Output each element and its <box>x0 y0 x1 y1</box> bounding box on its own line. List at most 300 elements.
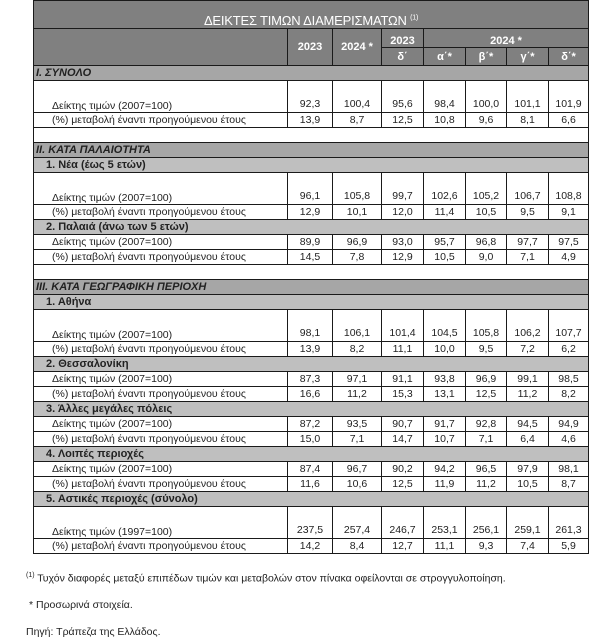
value-cell <box>549 432 589 447</box>
value-cell <box>288 81 333 113</box>
value-text: 101,9 <box>555 98 582 110</box>
value-cell <box>288 113 333 128</box>
value-text: 97,9 <box>517 463 538 475</box>
value-cell <box>424 372 466 387</box>
value-cell <box>507 432 549 447</box>
value-text: 97,5 <box>558 236 579 248</box>
value-cell <box>333 81 382 113</box>
value-text: 256,1 <box>472 524 500 536</box>
value-text: 92,8 <box>475 418 497 430</box>
section-title: I. ΣΥΝΟΛΟ <box>34 66 589 81</box>
value-text: 100,4 <box>343 98 371 110</box>
header-label-column <box>34 29 288 66</box>
row-label: (%) μεταβολή έναντι προηγούμενου έτους <box>34 113 288 128</box>
value-cell <box>288 342 333 357</box>
value-cell <box>507 342 549 357</box>
value-cell <box>382 342 424 357</box>
subsection-title: 1. Νέα (έως 5 ετών) <box>34 158 589 173</box>
value-cell <box>466 81 507 113</box>
value-cell <box>466 372 507 387</box>
value-cell <box>424 81 466 113</box>
value-text: 6,6 <box>561 114 576 126</box>
value-text: 246,7 <box>389 524 416 536</box>
value-text: 104,5 <box>431 327 458 339</box>
value-text: 10,7 <box>434 433 455 445</box>
value-text: 106,1 <box>343 327 371 339</box>
value-cell <box>507 81 549 113</box>
value-cell <box>382 250 424 265</box>
row-label: Δείκτης τιμών (2007=100) <box>34 372 288 387</box>
value-text: 6,4 <box>520 433 535 445</box>
value-cell <box>333 310 382 342</box>
value-cell <box>424 250 466 265</box>
value-text: 91,7 <box>434 418 455 430</box>
spacer-cell <box>34 265 589 280</box>
subsection-header-row <box>34 492 589 507</box>
value-text: 16,6 <box>299 388 321 400</box>
value-cell <box>333 173 382 205</box>
spacer-row <box>34 265 589 280</box>
value-cell <box>382 205 424 220</box>
value-cell <box>424 310 466 342</box>
value-cell <box>549 417 589 432</box>
value-cell <box>549 462 589 477</box>
value-text: 95,7 <box>434 236 455 248</box>
value-cell <box>549 507 589 539</box>
subsection-header-row <box>34 295 589 310</box>
header-q4-2024: δ΄* <box>549 48 589 66</box>
value-cell <box>333 113 382 128</box>
value-cell <box>466 387 507 402</box>
value-cell <box>466 250 507 265</box>
value-cell <box>507 205 549 220</box>
value-text: 12,5 <box>392 478 413 490</box>
change-row <box>34 539 589 554</box>
value-text: 7,1 <box>349 433 365 445</box>
row-label: (%) μεταβολή έναντι προηγούμενου έτους <box>34 250 288 265</box>
value-text: 9,5 <box>520 206 535 218</box>
value-cell <box>288 539 333 554</box>
value-cell <box>333 539 382 554</box>
value-cell <box>507 310 549 342</box>
value-cell <box>382 310 424 342</box>
value-cell <box>288 250 333 265</box>
value-cell <box>466 432 507 447</box>
value-cell <box>333 417 382 432</box>
row-label: Δείκτης τιμών (2007=100) <box>34 235 288 250</box>
value-text: 94,9 <box>558 418 579 430</box>
value-cell <box>424 113 466 128</box>
value-text: 12,9 <box>299 206 321 218</box>
value-cell <box>382 173 424 205</box>
title-text: ΔΕΙΚΤΕΣ ΤΙΜΩΝ ΔΙΑΜΕΡΙΣΜΑΤΩΝ <box>203 13 407 28</box>
value-cell <box>466 539 507 554</box>
value-cell <box>466 462 507 477</box>
value-cell <box>466 417 507 432</box>
value-cell <box>424 507 466 539</box>
value-text: 4,6 <box>561 433 576 445</box>
row-label: (%) μεταβολή έναντι προηγούμενου έτους <box>34 205 288 220</box>
subsection-title: 4. Λοιπές περιοχές <box>34 447 589 462</box>
value-text: 98,5 <box>558 373 579 385</box>
spacer-row <box>34 128 589 143</box>
value-text: 9,5 <box>478 343 494 355</box>
value-cell <box>382 372 424 387</box>
value-cell <box>549 81 589 113</box>
value-text: 15,0 <box>299 433 321 445</box>
change-row <box>34 387 589 402</box>
subsection-header-row <box>34 402 589 417</box>
value-cell <box>288 235 333 250</box>
section-header-row <box>34 66 589 81</box>
index-row <box>34 173 589 205</box>
value-text: 9,0 <box>478 251 494 263</box>
value-cell <box>424 235 466 250</box>
header-quarter-year-2023: 2023 <box>382 29 424 48</box>
index-row <box>34 462 589 477</box>
section-header-row <box>34 280 589 295</box>
value-cell <box>466 507 507 539</box>
value-cell <box>424 387 466 402</box>
value-text: 10,5 <box>517 478 538 490</box>
value-cell <box>507 462 549 477</box>
value-cell <box>288 310 333 342</box>
value-cell <box>507 250 549 265</box>
row-label: Δείκτης τιμών (2007=100) <box>34 310 288 342</box>
value-text: 8,4 <box>349 540 365 552</box>
value-cell <box>382 387 424 402</box>
value-cell <box>549 113 589 128</box>
value-cell <box>466 113 507 128</box>
change-row <box>34 342 589 357</box>
value-text: 95,6 <box>392 98 413 110</box>
index-row <box>34 235 589 250</box>
value-cell <box>549 173 589 205</box>
row-label: (%) μεταβολή έναντι προηγούμενου έτους <box>34 477 288 492</box>
value-cell <box>549 387 589 402</box>
value-cell <box>424 205 466 220</box>
value-cell <box>333 342 382 357</box>
header-year-2023: 2023 <box>288 29 333 66</box>
value-text: 105,8 <box>343 190 371 202</box>
subsection-title: 5. Αστικές περιοχές (σύνολο) <box>34 492 589 507</box>
header-quarter-year-2024: 2024 * <box>424 29 589 48</box>
row-label: (%) μεταβολή έναντι προηγούμενου έτους <box>34 387 288 402</box>
value-text: 10,6 <box>346 478 368 490</box>
value-text: 87,2 <box>299 418 321 430</box>
value-cell <box>288 477 333 492</box>
change-row <box>34 113 589 128</box>
value-text: 105,8 <box>472 327 500 339</box>
value-cell <box>382 507 424 539</box>
value-text: 11,6 <box>300 478 320 490</box>
value-text: 94,2 <box>434 463 455 475</box>
index-row <box>34 507 589 539</box>
value-text: 259,1 <box>514 524 541 536</box>
index-row <box>34 81 589 113</box>
value-text: 89,9 <box>299 236 321 248</box>
value-text: 10,1 <box>346 206 368 218</box>
row-label: Δείκτης τιμών (2007=100) <box>34 173 288 205</box>
value-text: 13,9 <box>299 343 321 355</box>
value-text: 107,7 <box>555 327 582 339</box>
value-text: 237,5 <box>296 524 324 536</box>
value-text: 97,1 <box>346 373 368 385</box>
value-text: 11,2 <box>347 388 367 400</box>
value-cell <box>424 432 466 447</box>
value-text: 14,5 <box>299 251 321 263</box>
table-title <box>34 1 589 29</box>
value-text: 11,4 <box>434 206 455 218</box>
value-cell <box>424 462 466 477</box>
value-cell <box>333 235 382 250</box>
value-text: 96,9 <box>346 236 368 248</box>
value-cell <box>382 417 424 432</box>
value-cell <box>466 173 507 205</box>
value-cell <box>549 539 589 554</box>
subsection-title: 2. Παλαιά (άνω των 5 ετών) <box>34 220 589 235</box>
value-text: 99,7 <box>392 190 413 202</box>
value-cell <box>549 205 589 220</box>
index-row <box>34 372 589 387</box>
value-cell <box>507 173 549 205</box>
spacer-cell <box>34 128 589 143</box>
subsection-header-row <box>34 220 589 235</box>
value-cell <box>382 539 424 554</box>
value-text: 253,1 <box>431 524 458 536</box>
change-row <box>34 477 589 492</box>
subsection-header-row <box>34 357 589 372</box>
value-cell <box>333 477 382 492</box>
value-cell <box>424 477 466 492</box>
value-text: 6,2 <box>561 343 576 355</box>
value-text: 8,1 <box>520 114 535 126</box>
value-text: 14,7 <box>392 433 413 445</box>
apartment-price-index-table <box>33 0 589 554</box>
value-text: 100,0 <box>472 98 500 110</box>
value-text: 93,5 <box>346 418 368 430</box>
value-cell <box>288 372 333 387</box>
value-text: 8,2 <box>349 343 365 355</box>
value-text: 101,1 <box>514 98 541 110</box>
value-cell <box>507 507 549 539</box>
value-cell <box>382 235 424 250</box>
value-cell <box>424 342 466 357</box>
value-cell <box>507 372 549 387</box>
value-text: 11,1 <box>434 540 455 552</box>
value-text: 9,1 <box>561 206 576 218</box>
value-text: 11,1 <box>392 343 413 355</box>
value-cell <box>507 417 549 432</box>
value-cell <box>382 432 424 447</box>
value-text: 8,7 <box>561 478 576 490</box>
header-q2-2024: β΄* <box>466 48 507 66</box>
subsection-title: 2. Θεσσαλονίκη <box>34 357 589 372</box>
value-text: 101,4 <box>389 327 416 339</box>
footnote-provisional: * Προσωρινά στοιχεία. <box>29 599 133 611</box>
value-text: 14,2 <box>299 540 321 552</box>
value-cell <box>288 173 333 205</box>
value-cell <box>333 462 382 477</box>
value-text: 91,1 <box>392 373 413 385</box>
value-text: 87,4 <box>299 463 321 475</box>
value-text: 12,5 <box>392 114 413 126</box>
value-cell <box>549 310 589 342</box>
title-footnote-marker: (1) <box>410 14 419 22</box>
value-text: 90,2 <box>392 463 413 475</box>
change-row <box>34 205 589 220</box>
value-text: 96,9 <box>475 373 497 385</box>
value-text: 106,7 <box>514 190 541 202</box>
footnote-rounding <box>26 572 506 585</box>
value-cell <box>288 432 333 447</box>
value-text: 10,8 <box>434 114 455 126</box>
row-label: Δείκτης τιμών (2007=100) <box>34 462 288 477</box>
value-text: 102,6 <box>431 190 458 202</box>
section-title: III. ΚΑΤΑ ΓΕΩΓΡΑΦΙΚΗ ΠΕΡΙΟΧΗ <box>34 280 589 295</box>
value-text: 106,2 <box>514 327 541 339</box>
value-text: 92,3 <box>299 98 321 110</box>
index-row <box>34 417 589 432</box>
value-cell <box>507 113 549 128</box>
footnote-marker: (1) <box>26 572 35 579</box>
value-cell <box>382 462 424 477</box>
change-row <box>34 432 589 447</box>
value-text: 11,9 <box>434 478 455 490</box>
value-cell <box>507 235 549 250</box>
value-cell <box>424 173 466 205</box>
value-text: 8,2 <box>561 388 576 400</box>
value-text: 257,4 <box>343 524 371 536</box>
value-cell <box>424 539 466 554</box>
value-text: 97,7 <box>517 236 538 248</box>
value-cell <box>333 205 382 220</box>
value-text: 108,8 <box>555 190 582 202</box>
value-cell <box>549 342 589 357</box>
value-text: 90,7 <box>392 418 413 430</box>
table-body <box>34 66 589 554</box>
value-cell <box>549 372 589 387</box>
value-text: 12,9 <box>392 251 413 263</box>
value-text: 13,1 <box>434 388 455 400</box>
value-cell <box>333 250 382 265</box>
value-cell <box>382 81 424 113</box>
header-year-2024: 2024 * <box>333 29 382 66</box>
value-text: 9,6 <box>478 114 494 126</box>
value-cell <box>288 387 333 402</box>
value-text: 93,8 <box>434 373 455 385</box>
value-cell <box>466 235 507 250</box>
value-text: 7,1 <box>520 251 535 263</box>
value-text: 96,7 <box>346 463 368 475</box>
value-cell <box>549 477 589 492</box>
value-cell <box>466 477 507 492</box>
value-text: 7,1 <box>478 433 494 445</box>
source-note: Πηγή: Τράπεζα της Ελλάδος. <box>26 626 161 638</box>
value-cell <box>288 417 333 432</box>
subsection-header-row <box>34 447 589 462</box>
value-cell <box>333 387 382 402</box>
change-row <box>34 250 589 265</box>
value-text: 10,5 <box>434 251 455 263</box>
row-label: (%) μεταβολή έναντι προηγούμενου έτους <box>34 342 288 357</box>
value-cell <box>333 507 382 539</box>
value-cell <box>466 205 507 220</box>
value-text: 8,7 <box>349 114 365 126</box>
value-cell <box>288 462 333 477</box>
value-cell <box>424 417 466 432</box>
row-label: (%) μεταβολή έναντι προηγούμενου έτους <box>34 432 288 447</box>
value-cell <box>333 432 382 447</box>
row-label: Δείκτης τιμών (2007=100) <box>34 417 288 432</box>
value-text: 7,8 <box>349 251 365 263</box>
value-text: 10,5 <box>475 206 497 218</box>
value-text: 7,2 <box>520 343 535 355</box>
value-text: 261,3 <box>555 524 582 536</box>
value-cell <box>549 250 589 265</box>
value-text: 96,5 <box>475 463 497 475</box>
value-text: 10,0 <box>434 343 455 355</box>
footnote-text: Τυχόν διαφορές μεταξύ επιπέδων τιμών και μεταβολών στον πίνακα οφείλονται σε στρογγυλοποίηση. <box>37 572 506 585</box>
value-cell <box>382 477 424 492</box>
value-text: 105,2 <box>472 190 500 202</box>
index-row <box>34 310 589 342</box>
value-text: 12,7 <box>392 540 413 552</box>
value-text: 87,3 <box>299 373 321 385</box>
value-text: 98,4 <box>434 98 455 110</box>
value-text: 98,1 <box>558 463 579 475</box>
value-cell <box>333 372 382 387</box>
value-cell <box>507 539 549 554</box>
value-text: 12,5 <box>475 388 497 400</box>
row-label: (%) μεταβολή έναντι προηγούμενου έτους <box>34 539 288 554</box>
value-text: 7,4 <box>520 540 535 552</box>
subsection-title: 3. Άλλες μεγάλες πόλεις <box>34 402 589 417</box>
value-text: 4,9 <box>561 251 576 263</box>
section-header-row <box>34 143 589 158</box>
value-cell <box>507 477 549 492</box>
value-cell <box>382 113 424 128</box>
header-q1-2024: α΄* <box>424 48 466 66</box>
value-text: 11,2 <box>476 478 496 490</box>
value-text: 5,9 <box>561 540 576 552</box>
value-cell <box>466 310 507 342</box>
value-cell <box>507 387 549 402</box>
value-text: 96,1 <box>299 190 321 202</box>
subsection-header-row <box>34 158 589 173</box>
value-text: 11,2 <box>517 388 538 400</box>
value-cell <box>288 507 333 539</box>
value-text: 96,8 <box>475 236 497 248</box>
header-q4-2023: δ΄ <box>382 48 424 66</box>
value-text: 99,1 <box>517 373 538 385</box>
value-cell <box>288 205 333 220</box>
row-label: Δείκτης τιμών (2007=100) <box>34 81 288 113</box>
value-text: 98,1 <box>299 327 321 339</box>
section-title: II. ΚΑΤΑ ΠΑΛΑΙΟΤΗΤΑ <box>34 143 589 158</box>
header-q3-2024: γ΄* <box>507 48 549 66</box>
subsection-title: 1. Αθήνα <box>34 295 589 310</box>
value-text: 15,3 <box>392 388 413 400</box>
value-cell <box>549 235 589 250</box>
value-text: 93,0 <box>392 236 413 248</box>
value-text: 12,0 <box>392 206 413 218</box>
row-label: Δείκτης τιμών (1997=100) <box>34 507 288 539</box>
value-text: 9,3 <box>478 540 494 552</box>
value-text: 13,9 <box>299 114 321 126</box>
value-cell <box>466 342 507 357</box>
value-text: 94,5 <box>517 418 538 430</box>
